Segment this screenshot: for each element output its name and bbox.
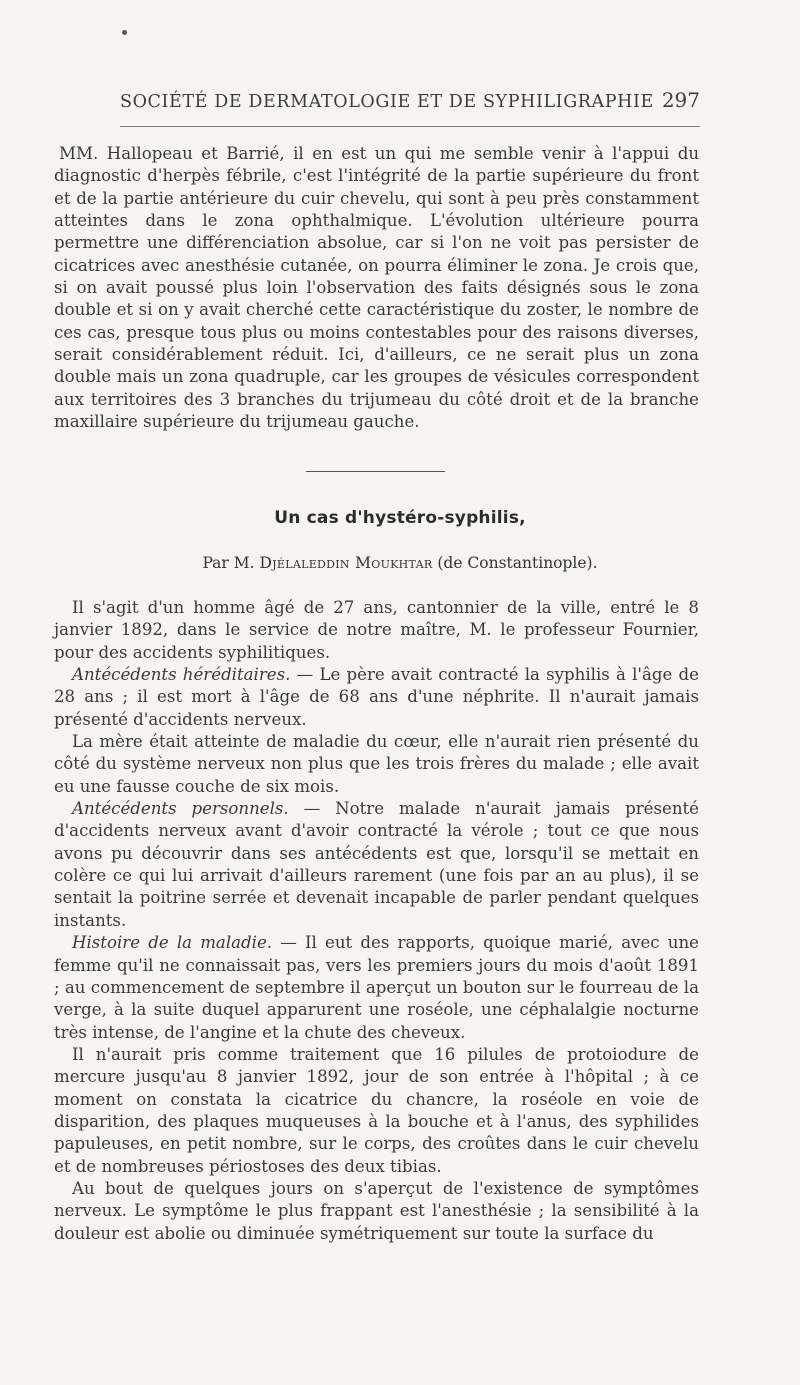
history-label: Histoire de la maladie.: [72, 933, 273, 953]
intro-paragraph: Il s'agit d'un homme âgé de 27 ans, cantonnier de la ville, entré le 8 janvier 1892, dans le service de notre maître, M. le professeur Fournier, pour des accidents syphilitiques.: [54, 598, 699, 662]
hereditary-label: Antécédents héréditaires.: [72, 665, 291, 685]
running-head: [120, 88, 700, 112]
previous-article-block: [54, 143, 699, 433]
article-title: Un cas d'hystéro-syphilis,: [274, 508, 526, 528]
hereditary-paragraph: [54, 664, 699, 731]
personal-label: Antécédents personnels.: [72, 799, 289, 819]
personal-text: — Notre malade n'aurait jamais présenté d'accidents nerveux avant d'avoir contracté la vérole ; tout ce que nous avons pu découvrir dans ses antécédents est que, lorsqu'il se mettait en colère ce qui lui arrivait d'ailleurs rarement (une fois par an au plus), il se sentait la poitrine serrée et devenait incapable de parler pendant quelques instants.: [54, 799, 699, 930]
ink-dot: [122, 30, 127, 35]
hereditary-text: — Le père avait contracté la syphilis à l'âge de 28 ans ; il est mort à l'âge de 68 ans d'une néphrite. Il n'aurait jamais présenté d'accidents nerveux.: [54, 665, 699, 729]
symptoms-paragraph: Au bout de quelques jours on s'aperçut de l'existence de symptômes nerveux. Le symptôme le plus frappant est l'anesthésie ; la sensibilité à la douleur est abolie ou diminuée symétriquement sur toute la surface du: [54, 1178, 699, 1243]
history-text: — Il eut des rapports, quoique marié, avec une femme qu'il ne connaissait pas, vers les premiers jours du mois d'août 1891 ; au commencement de septembre il aperçut un bouton sur le fourreau de la verge, à la suite duquel apparurent une roséole, une céphalalgie nocturne très intense, de l'angine et la chute des cheveux.: [54, 933, 699, 1042]
article-body: [54, 597, 699, 1245]
author-name: Djélaleddin Moukhtar: [259, 554, 433, 572]
running-title: SOCIÉTÉ DE DERMATOLOGIE ET DE SYPHILIGRAPHIE: [120, 92, 654, 112]
personal-paragraph: [54, 798, 699, 932]
page-number: 297: [661, 88, 700, 112]
byline: [0, 554, 800, 572]
mother-paragraph: La mère était atteinte de maladie du cœur, elle n'aurait rien présenté du côté du système nerveux non plus que les trois frères du malade ; elle avait eu une fausse couche de six mois.: [54, 732, 699, 796]
byline-prefix: Par M.: [202, 554, 255, 572]
treatment-paragraph: Il n'aurait pris comme traitement que 16 pilules de protoiodure de mercure jusqu'au 8 janvier 1892, jour de son entrée à l'hôpital ; à ce moment on constata la cicatrice du chancre, la roséole en voie de disparition, des plaques muqueuses à la bouche et à l'anus, des syphilides papuleuses, en petit nombre, sur le corps, des croûtes dans le cuir chevelu et de nombreuses périostoses des deux tibias.: [54, 1044, 699, 1176]
header-rule: [120, 126, 700, 127]
section-separator: [306, 471, 445, 472]
author-affiliation: (de Constantinople).: [437, 554, 598, 572]
previous-article-paragraph: MM. Hallopeau et Barrié, il en est un qui me semble venir à l'appui du diagnostic d'herpès fébrile, c'est l'intégrité de la partie supérieure du front et de la partie antérieure du cuir chevelu, qui sont à peu près constamment atteintes dans le zona ophthalmique. L'évolution ultérieure pourra permettre une différenciation absolue, car si l'on ne voit pas persister de cicatrices avec anesthésie cutanée, on pourra éliminer le zona. Je crois que, si on avait poussé plus loin l'observation des faits désignés sous le zona double et si on y avait cherché cette caractéristique du zoster, le nombre de ces cas, presque tous plus ou moins contestables pour des raisons diverses, serait considérablement réduit. Ici, d'ailleurs, ce ne serait plus un zona double mais un zona quadruple, car les groupes de vésicules correspondent aux territoires des 3 branches du trijumeau du côté droit et de la branche maxillaire supérieure du trijumeau gauche.: [54, 144, 699, 432]
history-paragraph: [54, 932, 699, 1044]
